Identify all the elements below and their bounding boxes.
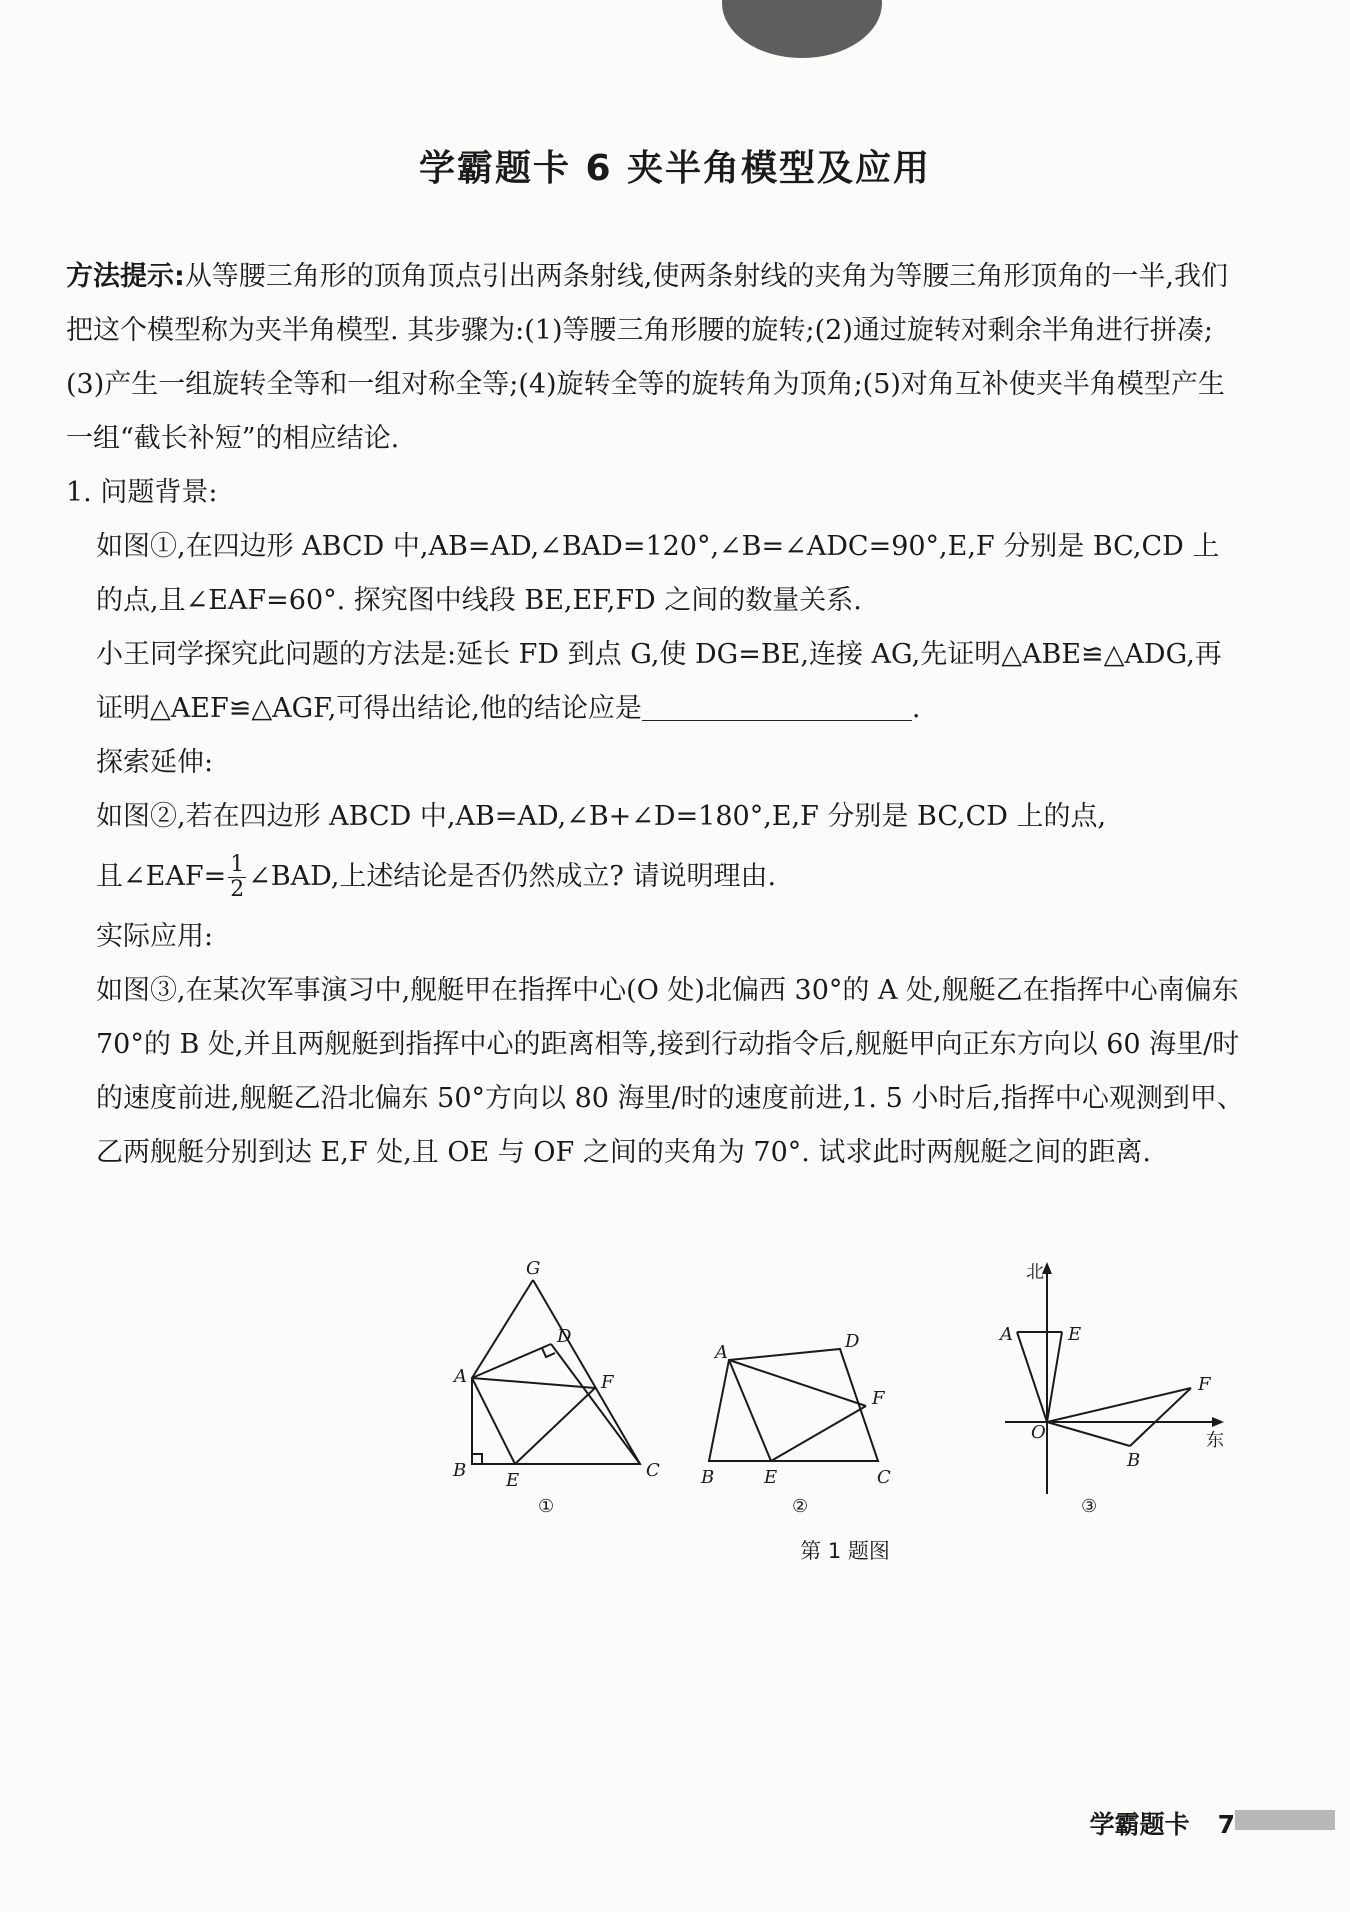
fig1-number: ①: [538, 1496, 555, 1517]
fig1-label-e: E: [506, 1470, 520, 1491]
application-paragraph: 如图③,在某次军事演习中,舰艇甲在指挥中心(O 处)北偏西 30°的 A 处,舰艇乙在指挥中心南偏东 70°的 B 处,并且两舰艇到指挥中心的距离相等,接到行动指令后,舰艇甲向正东方向以 60 海里/时的速度前进,舰艇乙沿北偏东 50°方向以 80 海里/时的速度前进,1. 5 小时后,指挥中心观测到甲、乙两舰艇分别到达 E,F 处,且 OE 与 OF 之间的夹角为 70°. 试求此时两舰艇之间的距离.: [96, 975, 1244, 1168]
figure-1: [472, 1280, 640, 1464]
extension-paragraph-1: 如图②,若在四边形 ABCD 中,AB=AD,∠B+∠D=180°,E,F 分别是 BC,CD 上的点,: [96, 801, 1107, 832]
figures: [440, 1250, 1260, 1570]
fig1-label-c: C: [646, 1460, 660, 1481]
fig1-line-dc: [551, 1344, 640, 1464]
fig1-label-b: B: [453, 1460, 467, 1481]
background-paragraph-2-text: 小王同学探究此问题的方法是:延长 FD 到点 G,使 DG=BE,连接 AG,先证明△ABE≌△ADG,再证明△AEF≌△AGF,可得出结论,他的结论应是: [96, 639, 1222, 724]
fig3-line-of: [1047, 1388, 1191, 1422]
fig3-label-e: E: [1068, 1324, 1082, 1345]
fig1-label-g: G: [526, 1258, 541, 1279]
fig1-outline: [472, 1280, 640, 1464]
fig1-line-ad: [472, 1344, 551, 1378]
fig3-line-bf: [1130, 1388, 1191, 1446]
page-title: 学霸题卡 6 夹半角模型及应用: [418, 148, 932, 189]
content: [66, 250, 1246, 1180]
fig3-label-o: O: [1031, 1422, 1046, 1443]
extension-paragraph-2: [66, 844, 1246, 910]
method-hint: [66, 250, 1246, 466]
fraction-one-half: [228, 853, 246, 902]
figure-3: [1005, 1270, 1215, 1494]
fig2-label-a: A: [715, 1342, 728, 1363]
fig3-line-ob: [1047, 1422, 1130, 1446]
fig2-label-e: E: [764, 1467, 778, 1488]
fig3-east-arrow: [1212, 1417, 1224, 1427]
method-hint-label: 方法提示:: [66, 261, 185, 292]
fig3-label-a: A: [1000, 1324, 1013, 1345]
answer-blank[interactable]: [642, 690, 912, 721]
fig2-quadrilateral: [709, 1349, 878, 1461]
fig1-label-a: A: [454, 1366, 467, 1387]
figure-caption: 第 1 题图: [800, 1539, 890, 1563]
fraction-numerator: 1: [230, 852, 245, 877]
fig1-label-f: F: [601, 1372, 614, 1393]
scan-shadow: [722, 0, 882, 58]
background-paragraph-2: [66, 628, 1246, 736]
extension-text-pre: 且∠EAF=: [96, 861, 227, 892]
fig3-line-eo: [1047, 1332, 1062, 1422]
fig3-label-f: F: [1198, 1374, 1211, 1395]
fig3-number: ③: [1081, 1496, 1098, 1517]
background-paragraph-1: 如图①,在四边形 ABCD 中,AB=AD,∠BAD=120°,∠B=∠ADC=90°,E,F 分别是 BC,CD 上的点,且∠EAF=60°. 探究图中线段 BE,EF,FD 之间的数量关系.: [96, 531, 1220, 616]
fig2-label-d: D: [845, 1331, 860, 1352]
fig3-label-east: 东: [1206, 1430, 1224, 1451]
fig2-label-f: F: [872, 1388, 885, 1409]
fig3-label-b: B: [1127, 1450, 1141, 1471]
extension-heading: 探索延伸:: [96, 747, 214, 778]
fig2-label-b: B: [701, 1467, 715, 1488]
fig2-line-ae: [729, 1360, 771, 1461]
fig2-label-c: C: [877, 1467, 891, 1488]
page-number: 7: [1217, 1810, 1235, 1839]
fig1-label-d: D: [557, 1326, 572, 1347]
fig1-right-angle-b: [472, 1454, 482, 1464]
fig1-line-ef: [515, 1388, 595, 1464]
fig1-right-angle-d: [542, 1348, 555, 1357]
method-hint-text: 从等腰三角形的顶角顶点引出两条射线,使两条射线的夹角为等腰三角形顶角的一半,我们把这个模型称为夹半角模型. 其步骤为:(1)等腰三角形腰的旋转;(2)通过旋转对剩余半角进行拼凑;(3)产生一组旋转全等和一组对称全等;(4)旋转全等的旋转角为顶角;(5)对角互补使夹半角模型产生一组“截长补短”的相应结论.: [66, 261, 1228, 454]
fig3-line-ao: [1017, 1332, 1047, 1422]
background-paragraph-2-end: .: [911, 693, 921, 724]
page-footer: [1090, 1805, 1235, 1841]
fig2-line-ef: [771, 1406, 866, 1461]
fig3-line-ef-hidden: [1062, 1332, 1191, 1388]
application-heading: 实际应用:: [96, 921, 214, 952]
fraction-denominator: 2: [230, 877, 245, 902]
fig3-label-north: 北: [1026, 1262, 1044, 1283]
footer-bar: [1235, 1810, 1335, 1830]
fig2-number: ②: [792, 1496, 809, 1517]
problem-number-heading: 1. 问题背景:: [66, 477, 218, 508]
figure-2: [709, 1349, 878, 1461]
extension-text-post: ∠BAD,上述结论是否仍然成立? 请说明理由.: [248, 861, 777, 892]
fig1-line-ae: [472, 1378, 515, 1464]
footer-brand: 学霸题卡: [1089, 1810, 1190, 1839]
